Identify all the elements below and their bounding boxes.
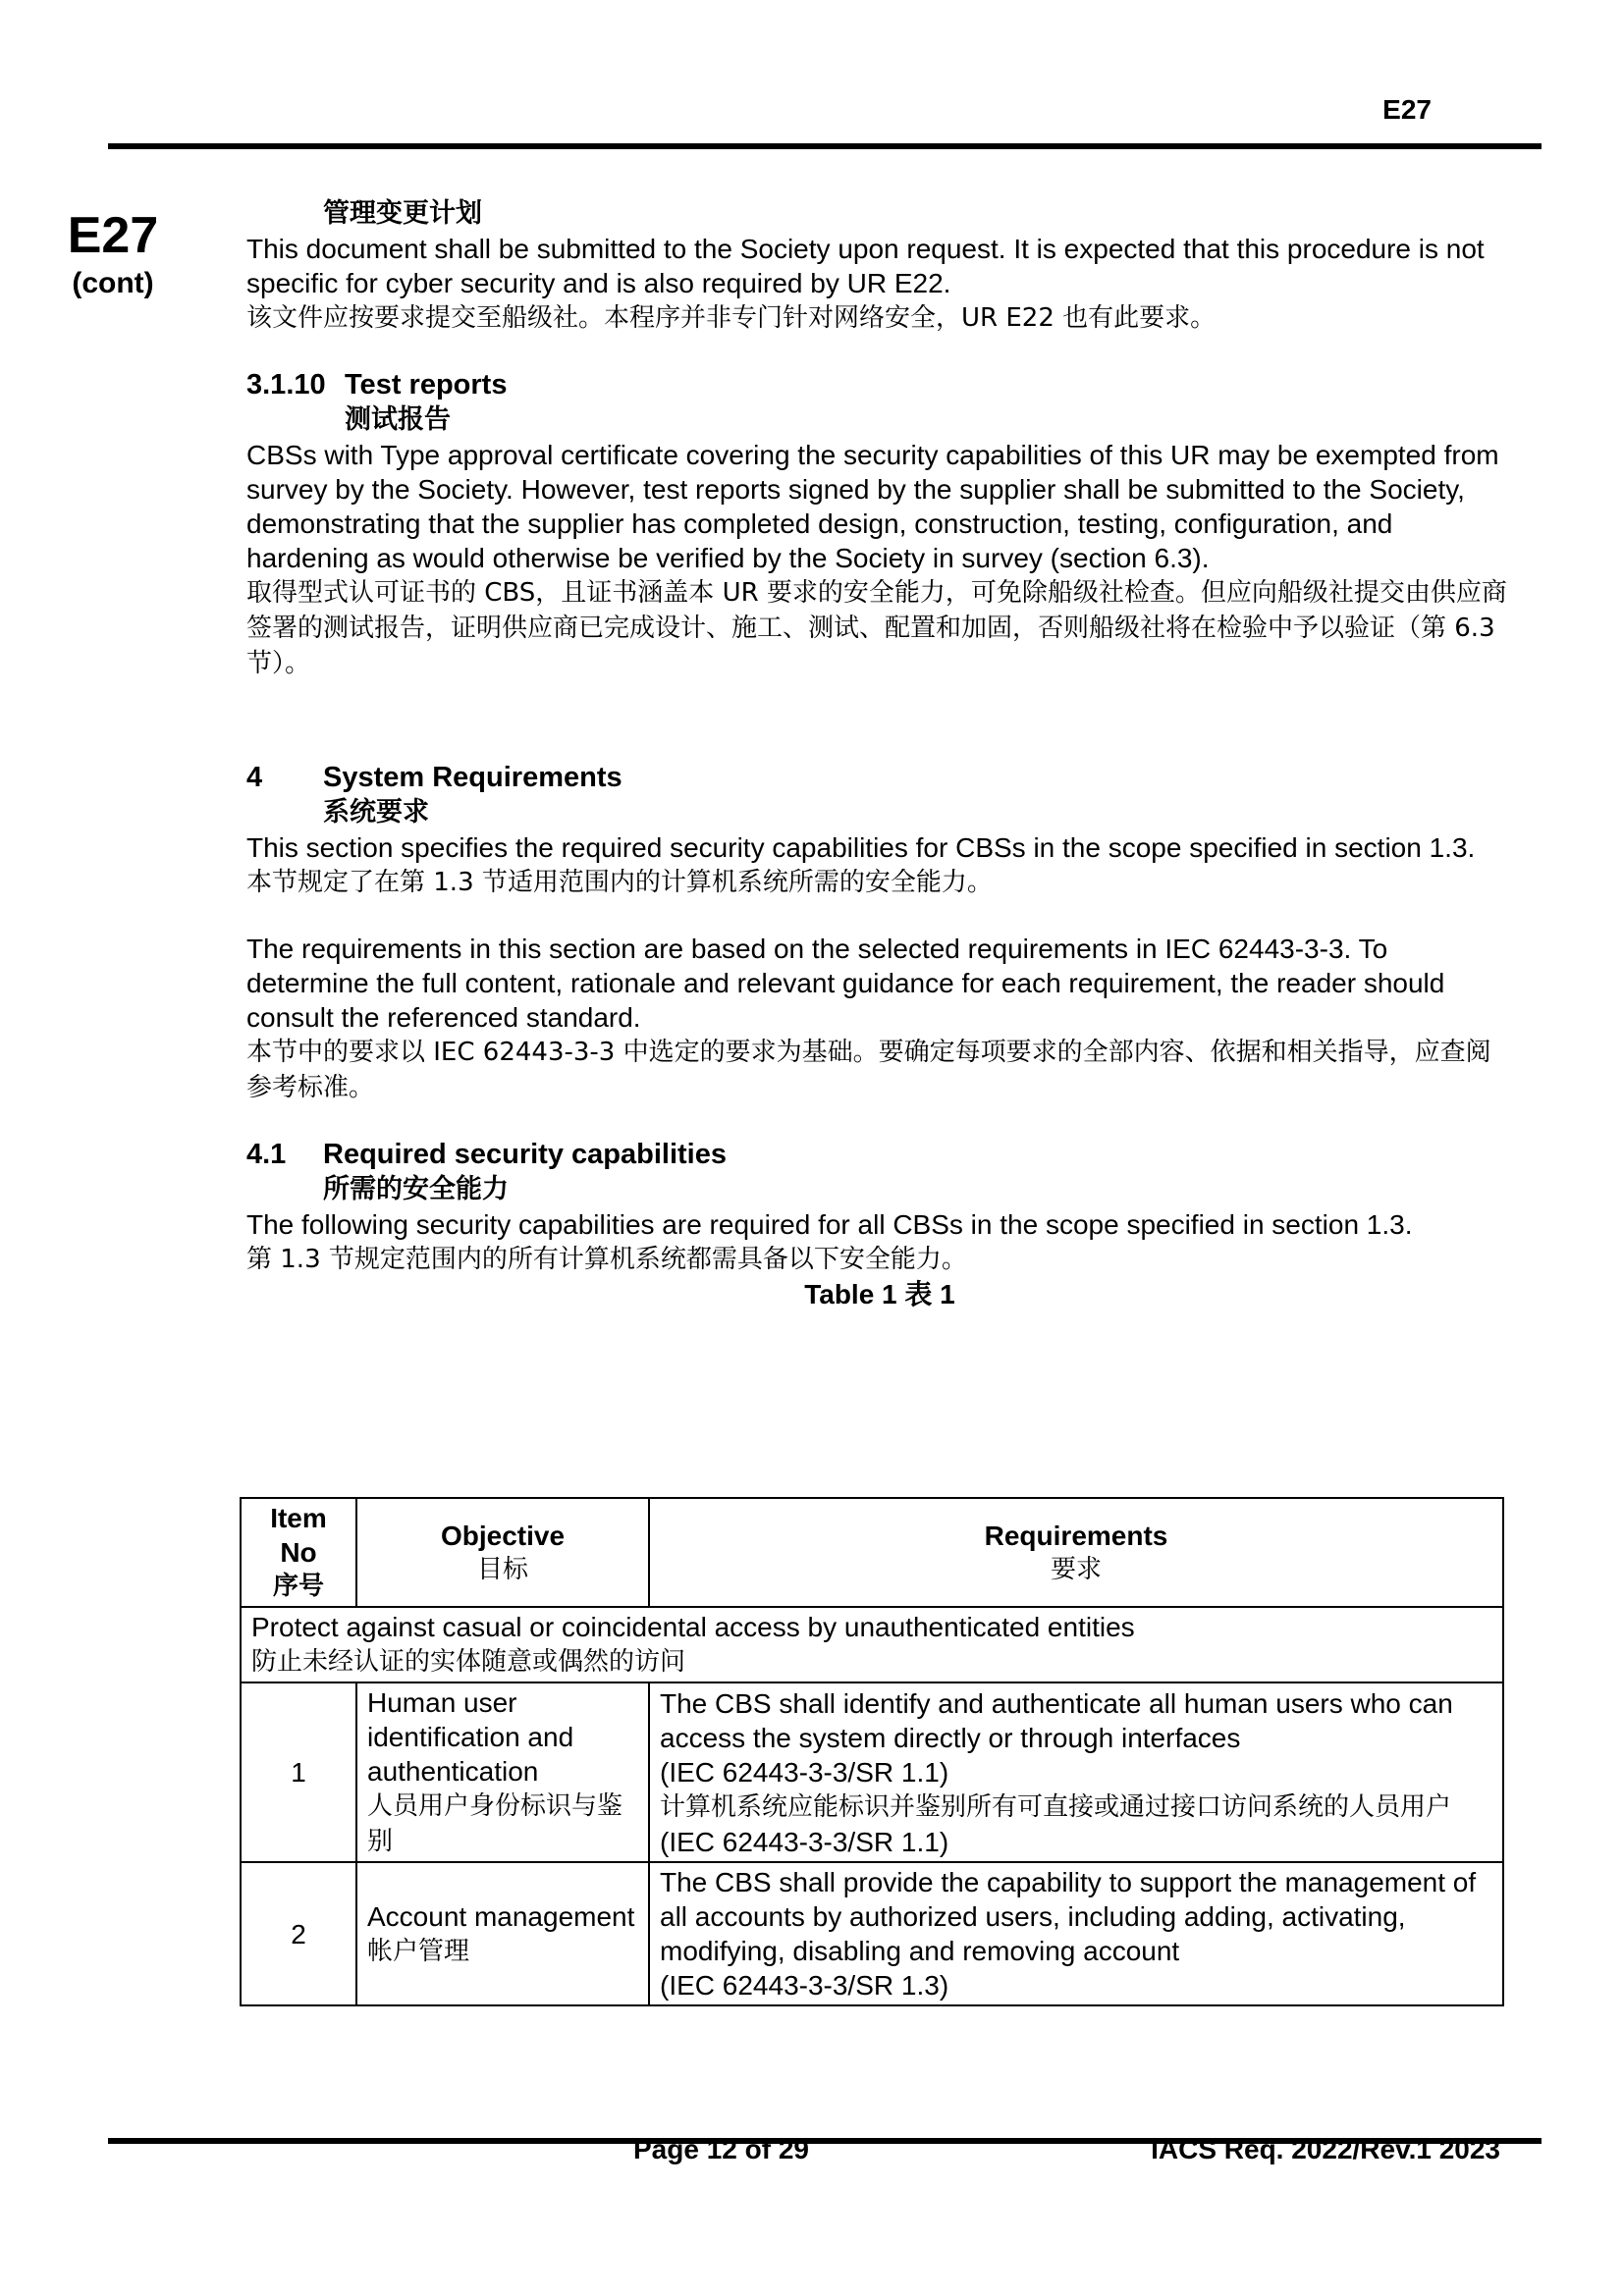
row-2-objective-cn: 帐户管理 — [367, 1936, 470, 1966]
section-4-1-cn-title: 所需的安全能力 — [323, 1174, 509, 1204]
section-4-1-title: Required security capabilities — [323, 1139, 727, 1170]
margin-code-label: E27 — [67, 207, 159, 264]
header-code: E27 — [1382, 94, 1432, 125]
header-rule — [108, 143, 1542, 149]
row-2-req-en: The CBS shall provide the capability to support the management of all accounts by authorized users, including adding, activating, modifying, disabling and removing account — [660, 1867, 1477, 1966]
header-objective-cn: 目标 — [476, 1554, 528, 1584]
group-text-cn: 防止未经认证的实体随意或偶然的访问 — [251, 1647, 686, 1677]
section-3-1-9-text-en: This document shall be submitted to the Society upon request. It is expected that this procedure is not specific for cyber security and is also required by UR E22. — [246, 234, 1485, 298]
row-1-req-ref2: (IEC 62443-3-3/SR 1.1) — [660, 1826, 949, 1857]
section-4-cn-title: 系统要求 — [323, 797, 429, 828]
section-4-heading — [246, 760, 1513, 795]
section-3-1-10-text-en: CBSs with Type approval certificate covering the security capabilities of this UR may be exempted from survey by the Society. However, test reports signed by the supplier shall be submitted to the Society, demonstrating that the supplier has completed design, construction, testing, configuration, and hardening as would otherwise be verified by the Society in survey (section 6.3). — [246, 440, 1499, 573]
row-1-no: 1 — [241, 1682, 356, 1862]
section-4-1-number: 4.1 — [246, 1139, 287, 1170]
row-1-objective — [356, 1682, 649, 1862]
header-item-no-cn: 序号 — [272, 1572, 324, 1601]
section-3-1-10-text-cn: 取得型式认可证书的 CBS，且证书涵盖本 UR 要求的安全能力，可免除船级社检查。但应向船级社提交由供应商签署的测试报告，证明供应商已完成设计、施工、测试、配置和加固，否则船级社将在检验中予以验证（第 6.3 节）。 — [246, 578, 1507, 678]
row-2-req-ref1: (IEC 62443-3-3/SR 1.3) — [660, 1970, 949, 2001]
header-item-no-en: Item No — [270, 1503, 327, 1568]
row-1-objective-en: Human user identification and authentication — [367, 1687, 574, 1787]
header-requirements-cn: 要求 — [1050, 1554, 1102, 1584]
section-3-1-10-number: 3.1.10 — [246, 369, 326, 400]
section-4-number: 4 — [246, 762, 263, 793]
margin-code — [59, 206, 167, 302]
row-2-objective — [356, 1862, 649, 2005]
section-3-1-10-title: Test reports — [345, 369, 508, 400]
footer-reference: IACS Req. 2022/Rev.1 2023 — [1151, 2134, 1500, 2164]
section-4-title: System Requirements — [323, 762, 622, 793]
section-4-p2-en: The requirements in this section are based on the selected requirements in IEC 62443-3-3. To determine the full content, rationale and relevant guidance for each requirement, the reader should consult the referenced standard. — [246, 934, 1445, 1033]
margin-cont-label: (cont) — [72, 267, 154, 299]
group-text-en: Protect against casual or coincidental access by unauthenticated entities — [251, 1612, 1135, 1642]
table-group-row — [241, 1607, 1503, 1682]
section-4-p1-cn: 本节规定了在第 1.3 节适用范围内的计算机系统所需的安全能力。 — [246, 868, 993, 897]
section-4-1-text-en: The following security capabilities are required for all CBSs in the scope specified in section 1.3. — [246, 1209, 1413, 1240]
row-1-req-cn: 计算机系统应能标识并鉴别所有可直接或通过接口访问系统的人员用户 — [660, 1791, 1452, 1822]
section-4-1-text-cn: 第 1.3 节规定范围内的所有计算机系统都需具备以下安全能力。 — [246, 1245, 967, 1274]
row-2-objective-en: Account management — [367, 1900, 635, 1932]
section-3-1-9-text-cn: 该文件应按要求提交至船级社。本程序并非专门针对网络安全，UR E22 也有此要求。 — [246, 303, 1217, 333]
table-header-row — [241, 1498, 1503, 1607]
header-objective-en: Objective — [440, 1520, 566, 1551]
header-requirements — [649, 1498, 1503, 1607]
table-row — [241, 1682, 1503, 1862]
section-4-1-heading — [246, 1137, 1513, 1172]
group-cell — [241, 1607, 1503, 1682]
section-4-p1-en: This section specifies the required security capabilities for CBSs in the scope specified in section 1.3. — [246, 832, 1476, 863]
row-1-requirement — [649, 1682, 1503, 1862]
table-title: Table 1 表 1 — [804, 1279, 955, 1309]
requirements-table — [240, 1497, 1504, 2006]
row-1-objective-cn: 人员用户身份标识与鉴别 — [367, 1791, 623, 1856]
section-3-1-10-cn-title: 测试报告 — [345, 404, 451, 435]
section-4-p2-cn: 本节中的要求以 IEC 62443-3-3 中选定的要求为基础。要确定每项要求的全部内容、依据和相关指导，应查阅参考标准。 — [246, 1038, 1491, 1102]
section-3-1-10-heading — [246, 367, 1513, 402]
table-row — [241, 1862, 1503, 2005]
section-3-1-9-cn-title: 管理变更计划 — [323, 198, 482, 229]
header-item-no — [241, 1498, 356, 1607]
row-2-no: 2 — [241, 1862, 356, 2005]
document-body — [246, 196, 1513, 1312]
footer-page-number: Page 12 of 29 — [633, 2134, 809, 2164]
row-1-req-en: The CBS shall identify and authenticate all human users who can access the system directly or through interfaces — [660, 1687, 1453, 1753]
header-objective — [356, 1498, 649, 1607]
header-requirements-en: Requirements — [984, 1520, 1168, 1551]
row-1-req-ref1: (IEC 62443-3-3/SR 1.1) — [660, 1756, 949, 1788]
row-2-requirement — [649, 1862, 1503, 2005]
